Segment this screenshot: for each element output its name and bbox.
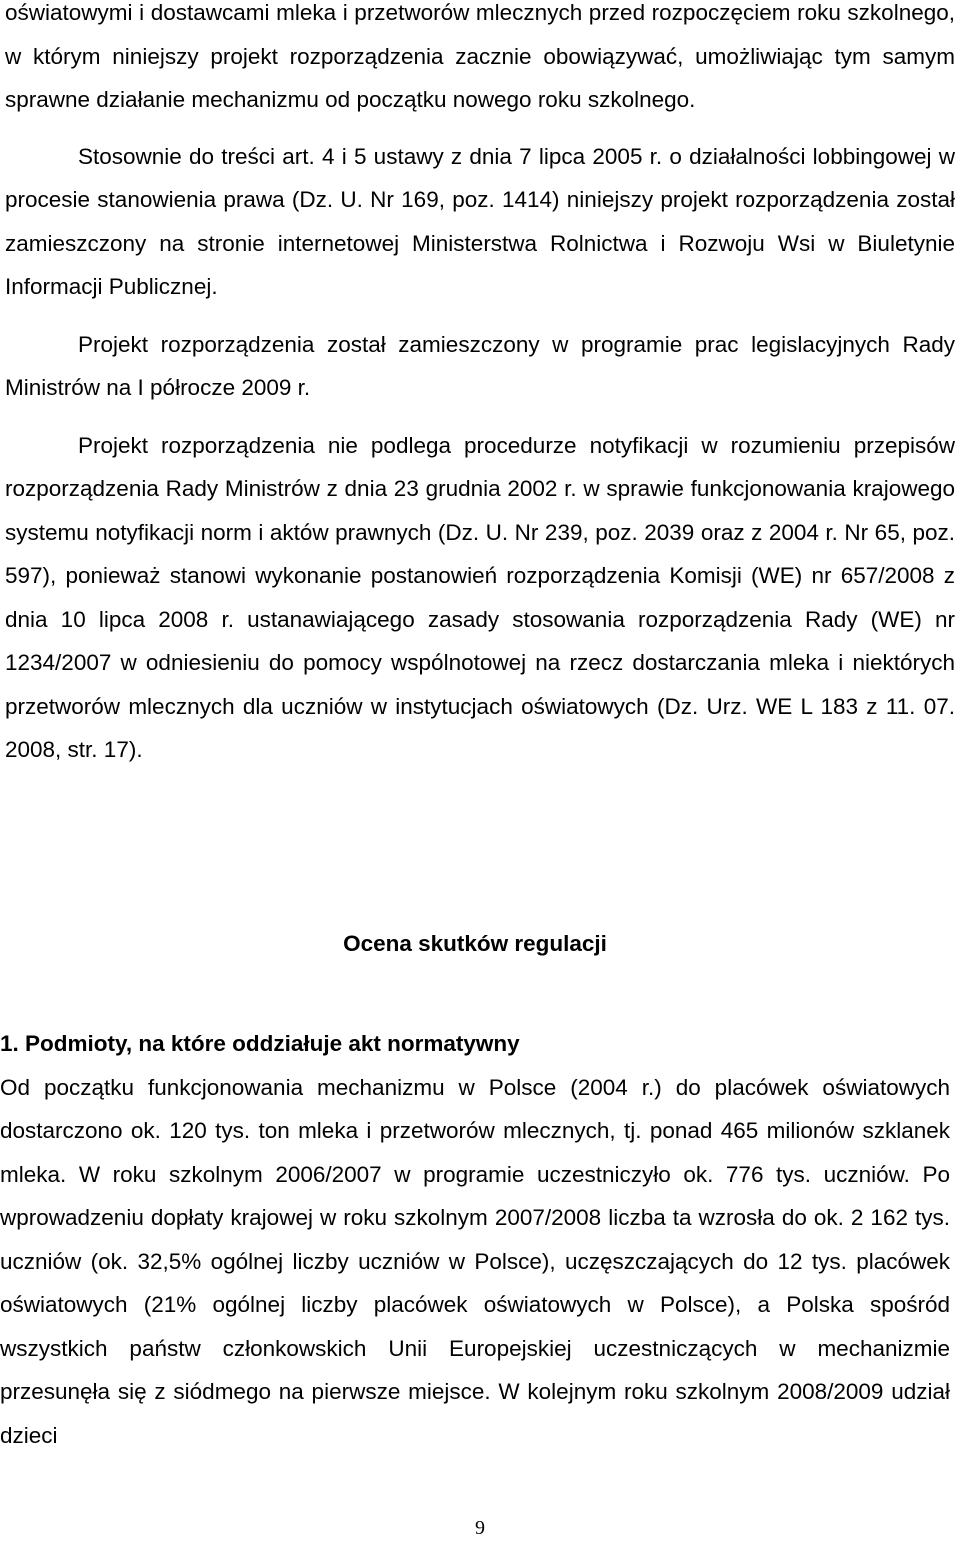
paragraph-notification: Projekt rozporządzenia nie podlega procedurze notyfikacji w rozumieniu przepisów rozporządzenia Rady Ministrów z dnia 23 grudnia 2002 r. w sprawie funkcjonowania krajowego systemu notyfikacji norm i aktów prawnych (Dz. U. Nr 239, poz. 2039 oraz z 2004 r. Nr 65, poz. 597), ponieważ stanowi wykonanie postanowień rozporządzenia Komisji (WE) nr 657/2008 z dnia 10 lipca 2008 r. ustanawiającego zasady stosowania rozporządzenia Rady (WE) nr 1234/2007 w odniesieniu do pomocy wspólnotowej na rzecz dostarczania mleka i niektórych przetworów mlecznych dla uczniów w instytucjach oświatowych (Dz. Urz. WE L 183 z 11. 07. 2008, str. 17). [5,432,955,762]
paragraph-legislative-program: Projekt rozporządzenia został zamieszczony w programie prac legislacyjnych Rady Ministrów na I półrocze 2009 r. [5,331,955,400]
section-1 [0,1022,950,1457]
paragraph-lobbying: Stosownie do treści art. 4 i 5 ustawy z dnia 7 lipca 2005 r. o działalności lobbingowej w procesie stanowienia prawa (Dz. U. Nr 169, poz. 1414) niniejszy projekt rozporządzenia został zamieszczony na stronie internetowej Ministerstwa Rolnictwa i Rozwoju Wsi w Biuletynie Informacji Publicznej. [5,143,955,299]
section-heading: Ocena skutków regulacji [343,931,607,956]
page-number: 9 [475,1517,485,1539]
paragraph-continuation: oświatowymi i dostawcami mleka i przetworów mlecznych przed rozpoczęciem roku szkolnego, w którym niniejszy projekt rozporządzenia zacznie obowiązywać, umożliwiając tym samym sprawne działanie mechanizmu od początku nowego roku szkolnego. [5,0,955,112]
section-1-title: 1. Podmioty, na które oddziałuje akt normatywny [0,1031,520,1056]
section-1-body: Od początku funkcjonowania mechanizmu w Polsce (2004 r.) do placówek oświatowych dostarczono ok. 120 tys. ton mleka i przetworów mlecznych, tj. ponad 465 milionów szklanek mleka. W roku szkolnym 2006/2007 w programie uczestniczyło ok. 776 tys. uczniów. Po wprowadzeniu dopłaty krajowej w roku szkolnym 2007/2008 liczba ta wzrosła do ok. 2 162 tys. uczniów (ok. 32,5% ogólnej liczby uczniów w Polsce), uczęszczających do 12 tys. placówek oświatowych (21% ogólnej liczby placówek oświatowych w Polsce), a Polska spośród wszystkich państw członkowskich Unii Europejskiej uczestniczących w mechanizmie przesunęła się z siódmego na pierwsze miejsce. W kolejnym roku szkolnym 2008/2009 udział dzieci [0,1074,950,1448]
page-content [5,0,955,772]
